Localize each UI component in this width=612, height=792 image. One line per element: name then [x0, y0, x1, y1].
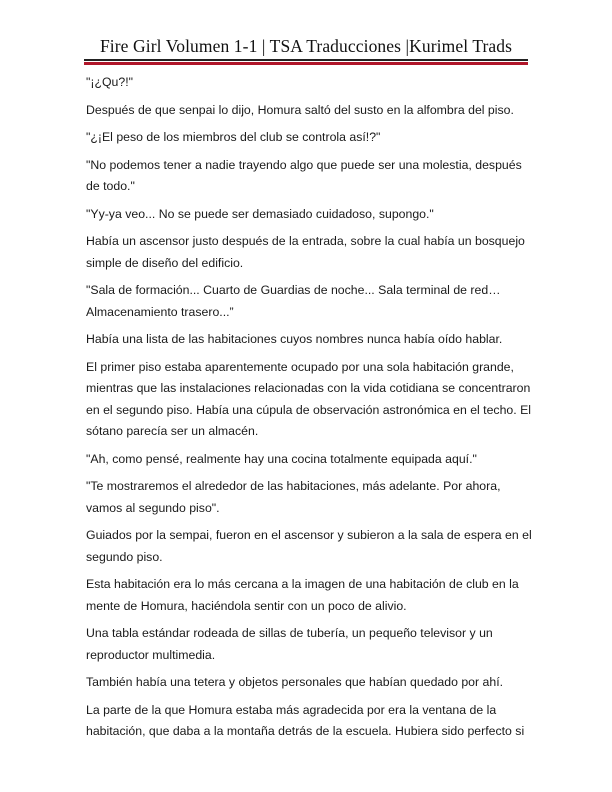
paragraph: "No podemos tener a nadie trayendo algo que puede ser una molestia, después de todo." — [86, 157, 522, 193]
paragraph: Esta habitación era lo más cercana a la imagen de una habitación de club en la mente de Homura, haciéndola sentir con un poco de alivio. — [86, 577, 519, 613]
paragraph: Había una lista de las habitaciones cuyos nombres nunca había oído hablar. — [86, 332, 503, 346]
paragraph: "Sala de formación... Cuarto de Guardias de noche... Sala terminal de red… Almacenamiento trasero...” — [86, 283, 501, 319]
paragraph: Una tabla estándar rodeada de sillas de tubería, un pequeño televisor y un reproductor multimedia. — [86, 626, 493, 662]
paragraph: "¡¿Qu?!" — [86, 75, 133, 89]
page-header-title: Fire Girl Volumen 1-1 | TSA Traducciones |Kurimel Trads — [99, 36, 513, 56]
header-rule-red — [84, 62, 528, 65]
paragraph: "¿¡El peso de los miembros del club se controla así!?" — [86, 130, 381, 144]
paragraph: "Yy-ya veo... No se puede ser demasiado cuidadoso, supongo." — [86, 206, 434, 221]
header-rule-dark — [84, 59, 528, 61]
paragraph: "Te mostraremos el alrededor de las habitaciones, más adelante. Por ahora, vamos al segundo piso". — [86, 479, 501, 515]
paragraph: El primer piso estaba aparentemente ocupado por una sola habitación grande, mientras que las instalaciones relacionadas con la vida cotidiana se concentraron en el segundo piso. Había una cúpula de observación astronómica en el techo. El sótano parecía ser un almacén. — [86, 359, 532, 438]
paragraph: La parte de la que Homura estaba más agradecida por era la ventana de la habitación, que daba a la montaña detrás de la escuela. Hubiera sido perfecto si — [86, 702, 525, 738]
paragraph: Había un ascensor justo después de la entrada, sobre la cual había un bosquejo simple de diseño del edificio. — [86, 234, 525, 270]
document-body — [86, 72, 534, 749]
paragraph: Guiados por la sempai, fueron en el ascensor y subieron a la sala de espera en el segundo piso. — [86, 528, 532, 564]
paragraph: "Ah, como pensé, realmente hay una cocina totalmente equipada aquí." — [86, 451, 477, 466]
paragraph: También había una tetera y objetos personales que habían quedado por ahí. — [86, 675, 504, 689]
paragraph: Después de que senpai lo dijo, Homura saltó del susto en la alfombra del piso. — [86, 102, 514, 117]
